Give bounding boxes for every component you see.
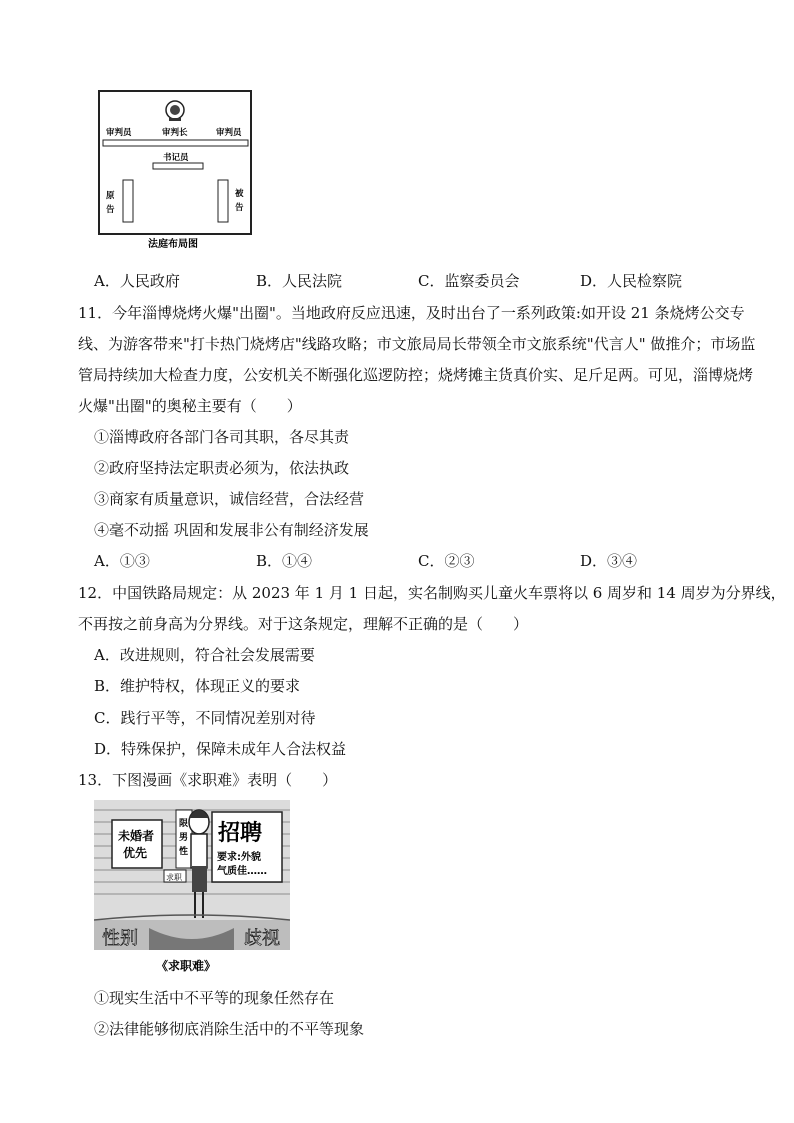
q12-stem-line-2: 不再按之前身高为分界线。对于这条规定，理解不正确的是（ ） (78, 615, 529, 633)
q11-stem-line-2: 线、为游客带来"打卡热门烧烤店"线路攻略；市文旅局局长带领全市文旅系统"代言人" 做推介；市场监 (78, 335, 756, 353)
job-hunting-cartoon (94, 800, 290, 978)
defendant-label: 被 (235, 189, 244, 199)
q11-item-3: ③商家有质量意识，诚信经营，合法经营 (94, 490, 365, 508)
defendant-label-2: 告 (235, 203, 244, 213)
q10-option-b[interactable]: B．人民法院 (256, 272, 343, 290)
q11-option-c[interactable]: C．②③ (418, 552, 475, 570)
q11-item-4: ④毫不动摇 巩固和发展非公有制经济发展 (94, 521, 369, 539)
q12-option-d[interactable]: D．特殊保护，保障未成年人合法权益 (94, 740, 347, 758)
sign-left-line-2: 优先 (123, 846, 148, 860)
judge-right-label: 审判员 (216, 128, 242, 138)
sign-mid-char-3: 性 (179, 847, 189, 857)
q12-option-c[interactable]: C．践行平等，不同情况差别对待 (94, 709, 316, 727)
sign-left-line-1: 未婚者 (118, 829, 155, 843)
chief-judge-label: 审判长 (162, 128, 188, 138)
sign-mid-char-1: 限 (179, 819, 189, 829)
sign-right-title: 招聘 (218, 821, 263, 846)
q13-item-2: ②法律能够彻底消除生活中的不平等现象 (94, 1020, 365, 1038)
q10-option-c[interactable]: C．监察委员会 (418, 272, 520, 290)
plaintiff-desk (123, 180, 133, 222)
sign-right-body-2: 气质佳…… (217, 866, 267, 877)
q11-stem-line-3: 管局持续加大检查力度，公安机关不断强化巡逻防控；烧烤摊主货真价实、足斤足两。可见，淄博烧烤 (78, 366, 754, 384)
bench (103, 140, 248, 146)
q11-option-a[interactable]: A．①③ (94, 552, 150, 570)
clerk-label: 书记员 (163, 153, 189, 163)
q11-item-2: ②政府坚持法定职责必须为，依法执政 (94, 459, 350, 477)
q12-option-a[interactable]: A．改进规则，符合社会发展需要 (94, 646, 315, 664)
q11-item-1: ①淄博政府各部门各司其职，各尽其责 (94, 428, 350, 446)
q11-option-d[interactable]: D．③④ (580, 552, 638, 570)
sign-unmarried-first (112, 820, 162, 868)
figure-caption: 法庭布局图 (148, 239, 198, 250)
q10-option-d[interactable]: D．人民检察院 (580, 272, 683, 290)
sign-right-body-1: 要求:外貌 (217, 852, 261, 863)
q13-stem: 13．下图漫画《求职难》表明（ ） (78, 771, 338, 789)
q11-stem-line-4: 火爆"出圈"的奥秘主要有（ ） (78, 397, 302, 415)
judge-left-label: 审判员 (106, 128, 132, 138)
ground-label-gender: 性别 (102, 928, 138, 949)
plaintiff-label: 原 (106, 191, 115, 201)
plaintiff-label-2: 告 (106, 205, 115, 215)
q13-item-1: ①现实生活中不平等的现象任然存在 (94, 989, 335, 1007)
defendant-desk (218, 180, 228, 222)
sign-mid-char-2: 男 (179, 833, 189, 843)
court-layout-figure (98, 90, 253, 258)
clerk-desk (153, 163, 203, 169)
q12-option-b[interactable]: B．维护特权，体现正义的要求 (94, 677, 301, 695)
cartoon-caption: 《求职难》 (156, 959, 217, 973)
q12-stem-line-1: 12．中国铁路局规定：从 2023 年 1 月 1 日起，实名制购买儿童火车票将以 6 周岁和 14 周岁为分界线， (78, 584, 786, 602)
ground-label-discrimination: 歧视 (244, 928, 280, 949)
q11-stem-line-1: 11．今年淄博烧烤火爆"出圈"。当地政府反应迅速，及时出台了一系列政策:如开设 21 条烧烤公交专 (78, 304, 745, 322)
q10-option-a[interactable]: A．人民政府 (94, 272, 180, 290)
q11-option-b[interactable]: B．①④ (256, 552, 313, 570)
job-seeking-tag-text: 求职 (166, 873, 182, 882)
